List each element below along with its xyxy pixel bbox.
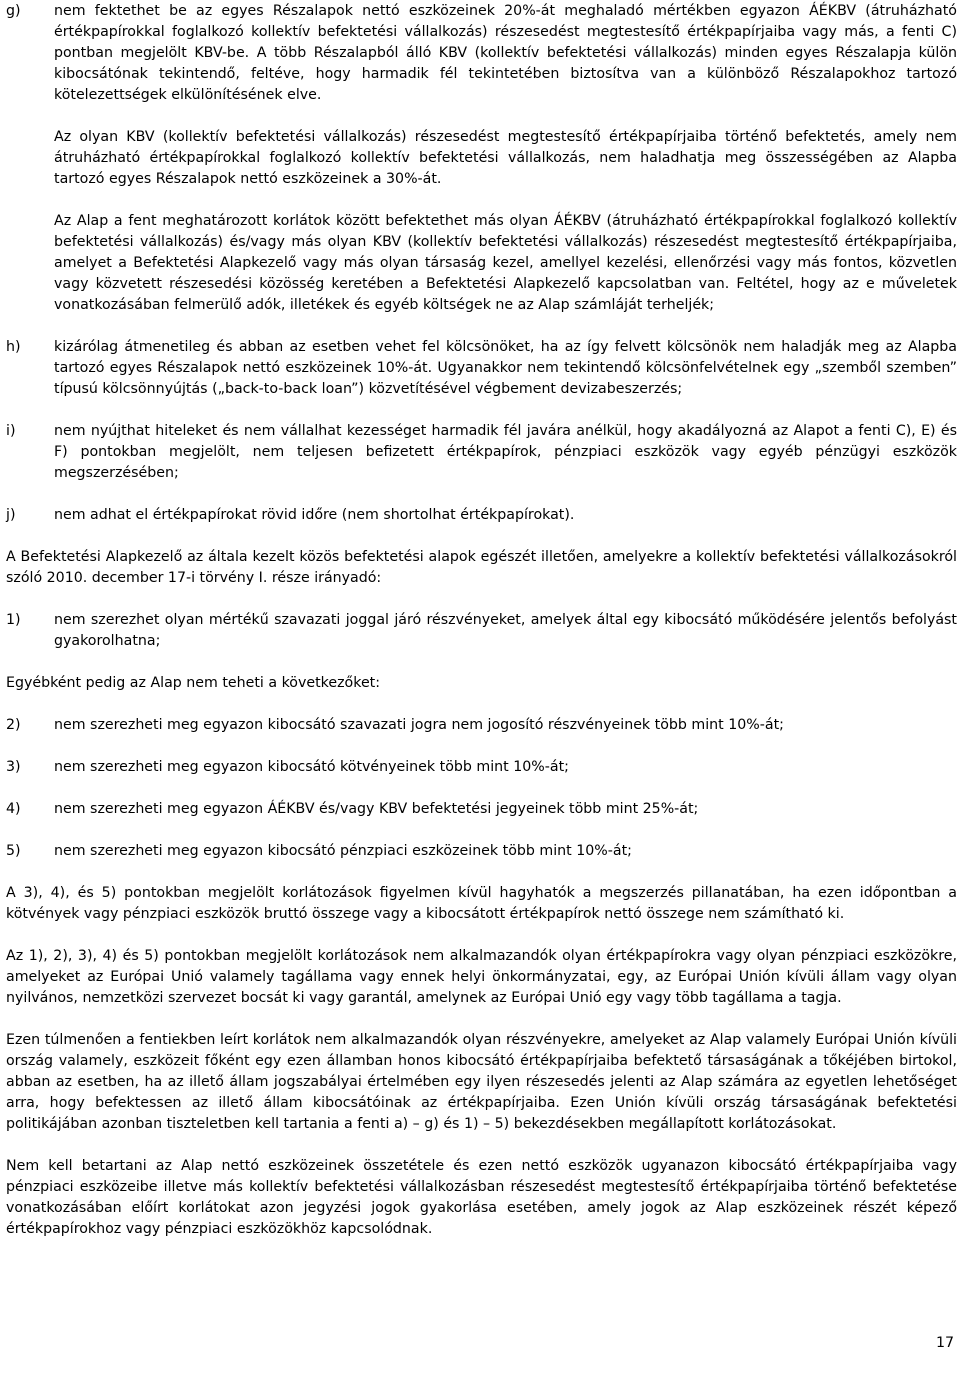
numbered-item-3 — [6, 757, 957, 778]
paragraph-closing-4: Nem kell betartani az Alap nettó eszközeinek összetétele és ezen nettó eszközök ugyanazon kibocsátó értékpapírjaiba vagy pénzpiaci eszközeibe illetve más kollektív befektetési vállalkozásban részesedést megtestesítő értékpapírjaiba történő befektetése vonatkozásában előírt korlátokat azon jegyzési jogok gyakorlása esetében, amely jogok az Alap eszközeinek részét képező értékpapírokhoz vagy pénzpiaci eszközökhöz kapcsolódnak. — [6, 1158, 957, 1237]
numbered-item-2 — [6, 715, 957, 736]
paragraph-g-3: Az Alap a fent meghatározott korlátok között befektethet más olyan ÁÉKBV (átruházható értékpapírokkal foglalkozó kollektív befektetési vállalkozás) és/vagy más olyan KBV (kollektív befektetési vállalkozás) részesedést megtestesítő értékpapírjaiba, amelyet a Befektetési Alapkezelő vagy más olyan társaság kezel, amellyel kezelési, ellenőrzési vagy más fontos, közvetlen vagy közvetett részesedési közösség keretében a Befektetési Alapkezelő kapcsolatban van. Feltétel, hogy az e műveletek vonatkozásában felmerülő adók, illetékek és egyéb költségek ne az Alap számláját terheljék; — [54, 213, 957, 313]
list-marker: 4) — [6, 801, 21, 817]
list-item-text: nem szerezheti meg egyazon kibocsátó szavazati jogra nem jogosító részvényeinek több mint 10%-át; — [54, 717, 784, 733]
list-item-text: nem szerezheti meg egyazon kibocsátó kötvényeinek több mint 10%-át; — [54, 759, 569, 775]
list-marker: h) — [6, 339, 21, 355]
paragraph-closing-2: Az 1), 2), 3), 4) és 5) pontokban megjelölt korlátozások nem alkalmazandók olyan értékpapírokra vagy olyan pénzpiaci eszközökre, amelyeket az Európai Unió valamely tagállama vagy ennek helyi önkormányzatai, egy, az Európai Unión kívüli állam vagy olyan nyilvános, nemzetközi szervezet bocsát ki vagy garantál, amelynek az Európai Unió egy vagy több tagállama a tagja. — [6, 948, 957, 1006]
list-item-i — [6, 421, 957, 484]
list-marker: 3) — [6, 759, 21, 775]
list-item-j — [6, 505, 957, 526]
paragraph-closing-3: Ezen túlmenően a fentiekben leírt korlátok nem alkalmazandók olyan részvényekre, amelyeket az Alap valamely Európai Unión kívüli ország valamely, eszközeit főként egy ezen államban honos kibocsátó értékpapírjaiba befektető társaságának a tőkéjében birtokol, abban az esetben, ha az illető állam jogszabályai értelmében egy ilyen részesedés jelenti az Alap számára az egyetlen lehetőséget arra, hogy befektessen az illető állam kibocsátóinak az értékpapírjaiba. Ezen Unión kívüli ország társaságának befektetési politikájában azonban tiszteletben kell tartania a fenti a) – g) és 1) – 5) bekezdésekben megállapított korlátozásokat. — [6, 1032, 957, 1132]
paragraph-intro: A Befektetési Alapkezelő az általa kezelt közös befektetési alapok egészét illetően, amelyekre a kollektív befektetési vállalkozásokról szóló 2010. december 17-i törvény I. része irányadó: — [6, 549, 957, 586]
page-number: 17 — [935, 1335, 954, 1351]
list-marker: j) — [6, 507, 16, 523]
paragraph-closing-1: A 3), 4), és 5) pontokban megjelölt korlátozások figyelmen kívül hagyhatók a megszerzés pillanatában, ha ezen időpontban a kötvények vagy pénzpiaci eszközök bruttó összege vagy a kibocsátott értékpapírok nettó összege nem számítható ki. — [6, 885, 957, 922]
list-item-text: kizárólag átmenetileg és abban az esetben vehet fel kölcsönöket, ha az így felvett kölcsönök nem haladják meg az Alapba tartozó egyes Részalapok nettó eszközeinek 10%-át. Ugyanakkor nem tekintendő kölcsönfelvételnek egy „szemből szemben” típusú kölcsönnyújtás („back-to-back loan”) közvetítésével végbement devizabeszerzés; — [54, 339, 957, 397]
list-item-text: nem szerezheti meg egyazon kibocsátó pénzpiaci eszközeinek több mint 10%-át; — [54, 843, 632, 859]
list-item-g — [6, 1, 957, 106]
numbered-item-5 — [6, 841, 957, 862]
list-item-h — [6, 337, 957, 400]
list-marker: i) — [6, 423, 16, 439]
list-marker: 1) — [6, 612, 21, 628]
list-item-text: nem adhat el értékpapírokat rövid időre (nem shortolhat értékpapírokat). — [54, 507, 575, 523]
list-item-text: nem szerezheti meg egyazon ÁÉKBV és/vagy KBV befektetési jegyeinek több mint 25%-át; — [54, 801, 699, 817]
list-item-text: nem nyújthat hiteleket és nem vállalhat kezességet harmadik fél javára anélkül, hogy akadályozná az Alapot a fenti C), E) és F) pontokban megjelölt, nem teljesen befizetett értékpapírok, pénzpiaci eszközök vagy egyéb pénzügyi eszközök megszerzésében; — [54, 423, 957, 481]
list-marker: 2) — [6, 717, 21, 733]
paragraph-otherwise: Egyébként pedig az Alap nem teheti a következőket: — [6, 675, 381, 691]
list-item-text: nem szerezhet olyan mértékű szavazati joggal járó részvényeket, amelyek által egy kibocsátó működésére jelentős befolyást gyakorolhatna; — [54, 612, 957, 649]
list-item-text: nem fektethet be az egyes Részalapok nettó eszközeinek 20%-át meghaladó mértékben egyazon ÁÉKBV (átruházható értékpapírokkal foglalkozó kollektív befektetési vállalkozás) részesedést megtestesítő értékpapírjaiba vagy más, a fenti C) pontban megjelölt KBV-be. A több Részalapból álló KBV (kollektív befektetési vállalkozás) minden egyes Részalapja külön kibocsátónak tekintendő, feltéve, hogy harmadik fél tekintetében biztosítva van a különböző Részalapokhoz tartozó kötelezettségek elkülönítésének elve. — [54, 3, 957, 103]
list-marker: 5) — [6, 843, 21, 859]
numbered-item-4 — [6, 799, 957, 820]
list-marker: g) — [6, 3, 21, 19]
document-body — [6, 1, 957, 1261]
numbered-item-1 — [6, 610, 957, 652]
paragraph-g-2: Az olyan KBV (kollektív befektetési vállalkozás) részesedést megtestesítő értékpapírjaiba történő befektetés, amely nem átruházható értékpapírokkal foglalkozó kollektív befektetési vállalkozás, nem haladhatja meg összességében az Alapba tartozó egyes Részalapok nettó eszközeinek a 30%-át. — [54, 129, 957, 187]
